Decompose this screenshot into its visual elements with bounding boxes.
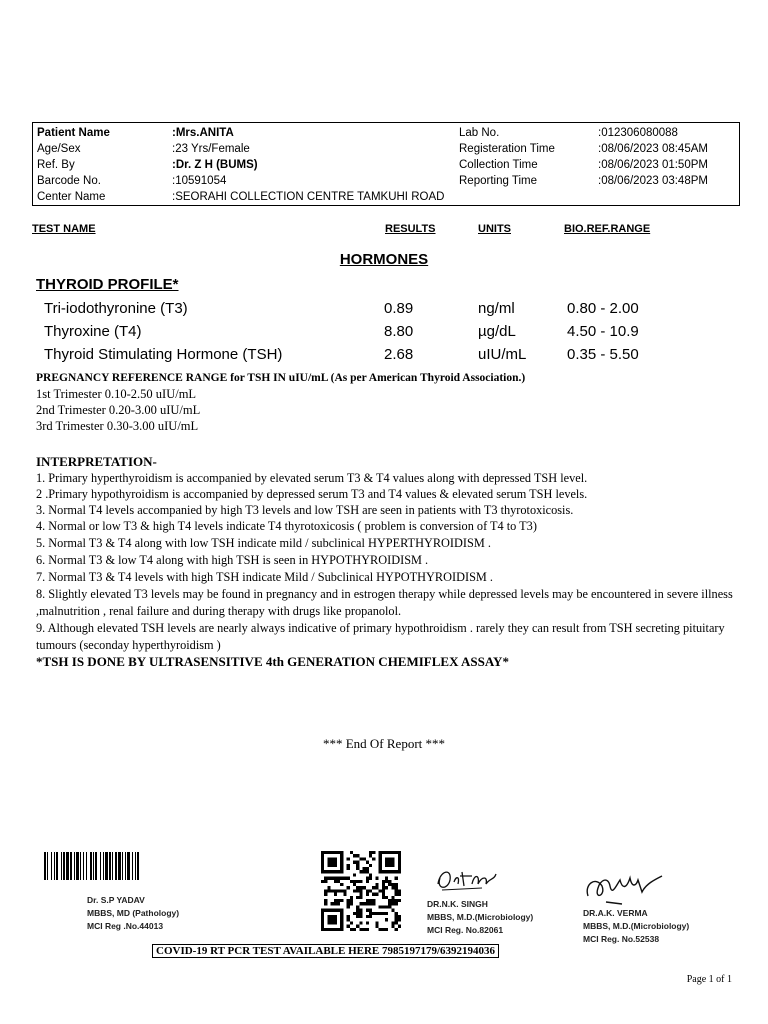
collection-time-value: :08/06/2023 01:50PM xyxy=(598,159,708,171)
column-header-test: TEST NAME xyxy=(32,223,96,235)
doctor-signature-block xyxy=(427,898,533,937)
column-header-results: RESULTS xyxy=(385,223,436,235)
barcode-value: :10591054 xyxy=(172,175,227,187)
doctor-registration: MCI Reg .No.44013 xyxy=(87,921,164,931)
reporting-time-label: Reporting Time xyxy=(459,175,537,187)
ref-by-value: :Dr. Z H (BUMS) xyxy=(172,159,258,171)
interpretation-item: 2 .Primary hypothyroidism is accompanied by depressed serum T3 and T4 values & elevated serum TSH levels. xyxy=(36,487,588,501)
info-row xyxy=(33,175,739,191)
doctor-registration: MCI Reg. No.52538 xyxy=(583,934,660,944)
center-name-value: :SEORAHI COLLECTION CENTRE TAMKUHI ROAD xyxy=(172,191,445,203)
interpretation-title: INTERPRETATION- xyxy=(36,454,157,469)
registration-time-value: :08/06/2023 08:45AM xyxy=(598,143,708,155)
test-result: 0.89 xyxy=(384,300,414,317)
page-number: Page 1 of 1 xyxy=(686,974,732,985)
collection-time-label: Collection Time xyxy=(459,159,538,171)
doctor-signature-block xyxy=(583,907,689,946)
age-sex-value: :23 Yrs/Female xyxy=(172,143,250,155)
end-of-report: *** End Of Report *** xyxy=(322,736,446,751)
reporting-time-value: :08/06/2023 03:48PM xyxy=(598,175,708,187)
assay-note: *TSH IS DONE BY ULTRASENSITIVE 4th GENERATION CHEMIFLEX ASSAY* xyxy=(36,654,509,669)
patient-info-box xyxy=(32,122,740,206)
test-row xyxy=(0,346,768,366)
doctor-signature-block xyxy=(87,894,179,933)
barcode-label: Barcode No. xyxy=(37,175,101,187)
test-result: 2.68 xyxy=(384,346,414,363)
interpretation-item: 7. Normal T3 & T4 levels with high TSH indicate Mild / Subclinical HYPOTHYROIDISM . xyxy=(36,570,494,584)
test-range: 0.35 - 5.50 xyxy=(567,346,639,363)
test-result: 8.80 xyxy=(384,323,414,340)
barcode-image xyxy=(44,852,226,880)
profile-title: THYROID PROFILE* xyxy=(36,276,179,293)
test-name: Tri-iodothyronine (T3) xyxy=(44,300,188,317)
column-header-units: UNITS xyxy=(478,223,511,235)
patient-name-label: Patient Name xyxy=(37,127,110,139)
info-row xyxy=(33,143,739,159)
pregnancy-range-line: 1st Trimester 0.10-2.50 uIU/mL xyxy=(36,387,197,401)
covid-test-notice: COVID-19 RT PCR TEST AVAILABLE HERE 7985197179/6392194036 xyxy=(152,944,499,958)
test-name: Thyroxine (T4) xyxy=(44,323,142,340)
signature-ak-verma xyxy=(582,866,674,908)
test-unit: µg/dL xyxy=(478,323,516,340)
info-row xyxy=(33,159,739,175)
doctor-name: DR.A.K. VERMA xyxy=(583,908,648,918)
pregnancy-range-line: 2nd Trimester 0.20-3.00 uIU/mL xyxy=(36,403,201,417)
lab-no-label: Lab No. xyxy=(459,127,500,139)
registration-time-label: Registeration Time xyxy=(459,143,555,155)
test-row xyxy=(0,323,768,343)
center-name-label: Center Name xyxy=(37,191,106,203)
interpretation-item: 8. Slightly elevated T3 levels may be found in pregnancy and in estrogen therapy while depressed levels may be encountered in severe illness ,malnutrition , renal failure and during therapy with drugs like propanolol. xyxy=(36,587,733,618)
doctor-name: DR.N.K. SINGH xyxy=(427,899,488,909)
age-sex-label: Age/Sex xyxy=(37,143,81,155)
pregnancy-range-line: 3rd Trimester 0.30-3.00 uIU/mL xyxy=(36,419,199,433)
doctor-registration: MCI Reg. No.82061 xyxy=(427,925,504,935)
test-unit: ng/ml xyxy=(478,300,515,317)
interpretation-item: 1. Primary hyperthyroidism is accompanied by elevated serum T3 & T4 values along with depressed TSH level. xyxy=(36,471,588,485)
info-row xyxy=(33,191,739,207)
interpretation-item: 5. Normal T3 & T4 along with low TSH indicate mild / subclinical HYPERTHYROIDISM . xyxy=(36,536,491,550)
interpretation-item: 3. Normal T4 levels accompanied by high T3 levels and low TSH are seen in patients with T3 thyrotoxicosis. xyxy=(36,503,574,517)
lab-no-value: :012306080088 xyxy=(598,127,678,139)
test-row xyxy=(0,300,768,320)
interpretation-item: 6. Normal T3 & low T4 along with high TSH is seen in HYPOTHYROIDISM . xyxy=(36,553,429,567)
doctor-qualification: MBBS, MD (Pathology) xyxy=(87,908,180,918)
patient-name-value: :Mrs.ANITA xyxy=(172,127,234,139)
column-header-range: BIO.REF.RANGE xyxy=(564,223,651,235)
test-range: 0.80 - 2.00 xyxy=(567,300,639,317)
qr-code-image xyxy=(321,851,401,931)
test-name: Thyroid Stimulating Hormone (TSH) xyxy=(44,346,283,363)
test-unit: uIU/mL xyxy=(478,346,527,363)
info-row xyxy=(33,127,739,143)
section-title: HORMONES xyxy=(339,251,429,268)
doctor-qualification: MBBS, M.D.(Microbiology) xyxy=(427,912,534,922)
test-range: 4.50 - 10.9 xyxy=(567,323,639,340)
signature-nk-singh xyxy=(432,862,504,896)
doctor-qualification: MBBS, M.D.(Microbiology) xyxy=(583,921,690,931)
interpretation-item: 4. Normal or low T3 & high T4 levels indicate T4 thyrotoxicosis ( problem is conversion of T4 to T3) xyxy=(36,519,537,533)
pregnancy-range-title: PREGNANCY REFERENCE RANGE for TSH IN uIU/mL (As per American Thyroid Association.) xyxy=(36,372,526,384)
interpretation-item: 9. Although elevated TSH levels are nearly always indicative of primary hypothroidism . rarely they can result from TSH secreting pituitary tumours (seconday hyperthyroidism ) xyxy=(36,621,725,652)
ref-by-label: Ref. By xyxy=(37,159,75,171)
doctor-name: Dr. S.P YADAV xyxy=(87,895,145,905)
